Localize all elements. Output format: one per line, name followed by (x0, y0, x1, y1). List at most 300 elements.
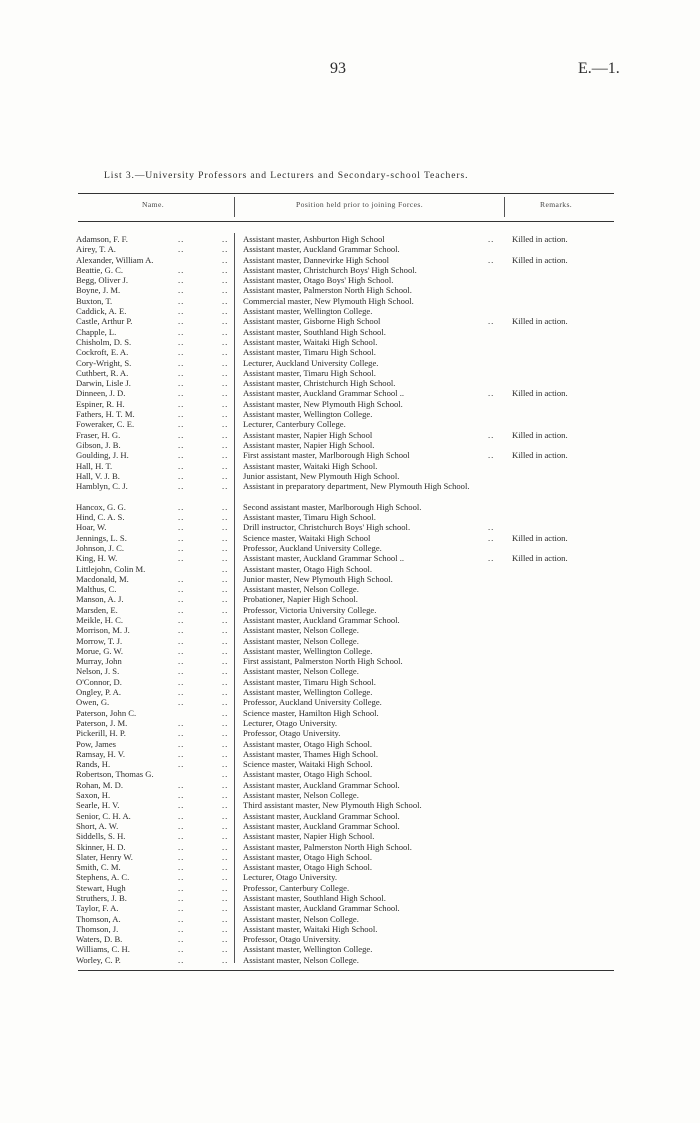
leader-dots: .. (178, 316, 185, 327)
table-row (0, 358, 700, 368)
leader-dots: .. (222, 676, 229, 687)
prior-position: Assistant master, Otago High School. (243, 563, 373, 574)
person-name: Airey, T. A. (76, 244, 116, 255)
prior-position: Assistant master, Timaru High School. (243, 676, 376, 687)
leader-dots: .. (222, 398, 229, 409)
leader-dots: .. (178, 666, 185, 677)
table-row (0, 399, 700, 409)
person-name: O'Connor, D. (76, 676, 122, 687)
leader-dots: .. (222, 656, 229, 667)
leader-dots: .. (222, 254, 229, 265)
table-row (0, 677, 700, 687)
table-row (0, 625, 700, 635)
table-row (0, 605, 700, 615)
person-name: Robertson, Thomas G. (76, 769, 154, 780)
leader-dots: .. (178, 841, 185, 852)
prior-position: Assistant master, Otago High School. (243, 851, 373, 862)
prior-position: Assistant master, Ashburton High School (243, 234, 385, 244)
prior-position: Assistant master, Nelson College. (243, 954, 359, 965)
table-row (0, 800, 700, 810)
leader-dots: .. (222, 717, 229, 728)
person-name: Johnson, J. C. (76, 542, 124, 553)
person-name: Skinner, H. D. (76, 841, 126, 852)
leader-dots: .. (222, 429, 229, 440)
leader-dots: .. (222, 923, 229, 934)
person-name: Senior, C. H. A. (76, 810, 131, 821)
leader-dots: .. (178, 697, 185, 708)
leader-dots: .. (488, 388, 495, 399)
person-name: Morrison, M. J. (76, 625, 130, 636)
person-name: Ramsay, H. V. (76, 748, 126, 759)
table-row (0, 430, 700, 440)
prior-position: Third assistant master, New Plymouth High School. (243, 800, 422, 811)
table-row (0, 265, 700, 275)
prior-position: Assistant master, Timaru High School. (243, 347, 376, 358)
prior-position: Assistant master, Palmerston North High School. (243, 841, 412, 852)
leader-dots: .. (178, 831, 185, 842)
leader-dots: .. (222, 378, 229, 389)
remark: Killed in action. (512, 234, 568, 244)
person-name: Nelson, J. S. (76, 666, 120, 677)
leader-dots: .. (222, 903, 229, 914)
leader-dots: .. (488, 429, 495, 440)
table-row (0, 852, 700, 862)
leader-dots: .. (178, 542, 185, 553)
leader-dots: .. (178, 501, 185, 512)
table-row (0, 594, 700, 604)
leader-dots: .. (222, 831, 229, 842)
person-name: Cuthbert, R. A. (76, 367, 129, 378)
person-name: Cockroft, E. A. (76, 347, 129, 358)
table-row (0, 842, 700, 852)
leader-dots: .. (178, 347, 185, 358)
leader-dots: .. (222, 934, 229, 945)
prior-position: Assistant master, Otago High School. (243, 738, 373, 749)
leader-dots: .. (222, 357, 229, 368)
person-name: Dinneen, J. D. (76, 388, 126, 399)
leader-dots: .. (222, 542, 229, 553)
person-name: Pow, James (76, 738, 117, 749)
person-name: Rohan, M. D. (76, 779, 124, 790)
person-name: Williams, C. H. (76, 944, 130, 955)
person-name: Siddells, S. H. (76, 831, 126, 842)
table-row (0, 883, 700, 893)
prior-position: Lecturer, Canterbury College. (243, 419, 346, 430)
leader-dots: .. (222, 738, 229, 749)
table-row (0, 275, 700, 285)
person-name: Boyne, J. M. (76, 285, 121, 296)
header-divider-1 (234, 197, 235, 217)
prior-position: Assistant master, Timaru High School. (243, 512, 376, 523)
leader-dots: .. (488, 234, 495, 244)
table-row (0, 687, 700, 697)
table-row (0, 790, 700, 800)
leader-dots: .. (178, 882, 185, 893)
prior-position: Junior assistant, New Plymouth High School. (243, 470, 400, 481)
table-row (0, 636, 700, 646)
prior-position: Professor, Otago University. (243, 934, 341, 945)
leader-dots: .. (222, 234, 229, 244)
leader-dots: .. (222, 882, 229, 893)
person-name: Chisholm, D. S. (76, 336, 132, 347)
leader-dots: .. (222, 841, 229, 852)
person-name: Worley, C. P. (76, 954, 121, 965)
leader-dots: .. (178, 481, 185, 492)
leader-dots: .. (178, 862, 185, 873)
header-divider-2 (504, 197, 505, 217)
table-row (0, 440, 700, 450)
person-name: Murray, John (76, 656, 122, 667)
prior-position: Assistant master, Napier High School. (243, 439, 375, 450)
table-row (0, 461, 700, 471)
prior-position: Assistant master, Christchurch High School. (243, 378, 396, 389)
leader-dots: .. (222, 862, 229, 873)
person-name: Jennings, L. S. (76, 532, 127, 543)
person-name: Littlejohn, Colin M. (76, 563, 146, 574)
leader-dots: .. (222, 594, 229, 605)
person-name: Hind, C. A. S. (76, 512, 125, 523)
remark: Killed in action. (512, 553, 568, 564)
table-row (0, 522, 700, 532)
person-name: Struthers, J. B. (76, 893, 127, 903)
prior-position: Assistant master, Dannevirke High School (243, 254, 389, 265)
leader-dots: .. (222, 264, 229, 275)
person-name: Hall, H. T. (76, 460, 113, 471)
leader-dots: .. (178, 522, 185, 533)
person-name: Malthus, C. (76, 584, 117, 595)
person-name: Beattie, G. C. (76, 264, 124, 275)
table-row (0, 543, 700, 553)
prior-position: Assistant master, Auckland Grammar School. (243, 820, 400, 831)
prior-position: Assistant master, Wellington College. (243, 306, 373, 317)
leader-dots: .. (178, 872, 185, 883)
leader-dots: .. (178, 820, 185, 831)
leader-dots: .. (488, 553, 495, 564)
leader-dots: .. (178, 800, 185, 811)
prior-position: First assistant master, Marlborough High School (243, 450, 410, 461)
leader-dots: .. (178, 398, 185, 409)
table-row (0, 914, 700, 924)
table-row (0, 574, 700, 584)
table-row (0, 872, 700, 882)
leader-dots: .. (222, 460, 229, 471)
table-row (0, 759, 700, 769)
leader-dots: .. (222, 573, 229, 584)
table-row (0, 347, 700, 357)
leader-dots: .. (178, 748, 185, 759)
prior-position: Assistant master, Waitaki High School. (243, 460, 378, 471)
remark: Killed in action. (512, 316, 568, 327)
leader-dots: .. (178, 419, 185, 430)
table-row (0, 481, 700, 502)
leader-dots: .. (178, 532, 185, 543)
person-name: Owen, G. (76, 697, 110, 708)
leader-dots: .. (222, 481, 229, 492)
leader-dots: .. (222, 625, 229, 636)
leader-dots: .. (488, 532, 495, 543)
leader-dots: .. (222, 913, 229, 924)
table-row (0, 811, 700, 821)
remark: Killed in action. (512, 450, 568, 461)
prior-position: Junior master, New Plymouth High School. (243, 573, 393, 584)
prior-position: Assistant master, Auckland Grammar School. (243, 903, 400, 914)
leader-dots: .. (178, 285, 185, 296)
leader-dots: .. (222, 501, 229, 512)
prior-position: Lecturer, Otago University. (243, 717, 338, 728)
prior-position: Drill instructor, Christchurch Boys' High school. (243, 522, 411, 533)
leader-dots: .. (222, 244, 229, 255)
table-row (0, 388, 700, 398)
remark: Killed in action. (512, 532, 568, 543)
leader-dots: .. (178, 625, 185, 636)
table-row (0, 368, 700, 378)
prior-position: Professor, Canterbury College. (243, 882, 350, 893)
person-name: Hancox, G. G. (76, 501, 126, 512)
leader-dots: .. (178, 594, 185, 605)
prior-position: Assistant master, Auckland Grammar School. (243, 810, 400, 821)
table-row (0, 955, 700, 965)
leader-dots: .. (222, 604, 229, 615)
table-row (0, 666, 700, 676)
table-row (0, 821, 700, 831)
person-name: Stewart, Hugh (76, 882, 126, 893)
person-name: Thomson, A. (76, 913, 121, 924)
prior-position: Assistant master, Gisborne High School (243, 316, 381, 327)
leader-dots: .. (178, 645, 185, 656)
leader-dots: .. (222, 728, 229, 739)
person-name: Searle, H. V. (76, 800, 120, 811)
prior-position: First assistant, Palmerston North High School. (243, 656, 403, 667)
leader-dots: .. (222, 295, 229, 306)
person-name: Gibson, J. B. (76, 439, 121, 450)
leader-dots: .. (222, 666, 229, 677)
leader-dots: .. (222, 645, 229, 656)
prior-position: Science master, Waitaki High School. (243, 759, 373, 770)
person-name: Rands, H. (76, 759, 111, 770)
person-name: Marsden, E. (76, 604, 118, 615)
leader-dots: .. (222, 584, 229, 595)
table-row (0, 718, 700, 728)
leader-dots: .. (222, 409, 229, 420)
leader-dots: .. (488, 522, 495, 533)
leader-dots: .. (178, 954, 185, 965)
prior-position: Assistant master, Waitaki High School. (243, 923, 378, 934)
leader-dots: .. (222, 522, 229, 533)
leader-dots: .. (222, 306, 229, 317)
prior-position: Assistant master, Palmerston North High School. (243, 285, 412, 296)
prior-position: Assistant master, Otago High School. (243, 769, 373, 780)
person-name: Darwin, Lisle J. (76, 378, 131, 389)
prior-position: Assistant master, Nelson College. (243, 913, 359, 924)
prior-position: Assistant master, Auckland Grammar School. (243, 779, 400, 790)
prior-position: Assistant master, Nelson College. (243, 635, 359, 646)
leader-dots: .. (222, 687, 229, 698)
table-row (0, 471, 700, 481)
prior-position: Assistant master, Christchurch Boys' High School. (243, 264, 417, 275)
leader-dots: .. (178, 604, 185, 615)
person-name: Fraser, H. G. (76, 429, 121, 440)
leader-dots: .. (178, 275, 185, 286)
leader-dots: .. (178, 409, 185, 420)
leader-dots: .. (178, 717, 185, 728)
leader-dots: .. (222, 275, 229, 286)
table-row (0, 564, 700, 574)
person-name: Pickerill, H. P. (76, 728, 126, 739)
table-row (0, 512, 700, 522)
table-row (0, 944, 700, 954)
leader-dots: .. (222, 954, 229, 965)
leader-dots: .. (178, 326, 185, 337)
person-name: Taylor, F. A. (76, 903, 119, 914)
person-name: Fathers, H. T. M. (76, 409, 135, 420)
table-bottom-rule (78, 970, 614, 971)
prior-position: Commercial master, New Plymouth High School. (243, 295, 414, 306)
leader-dots: .. (222, 614, 229, 625)
person-name: Smith, C. M. (76, 862, 121, 873)
leader-dots: .. (222, 316, 229, 327)
leader-dots: .. (222, 748, 229, 759)
table-row (0, 934, 700, 944)
column-header-position: Position held prior to joining Forces. (296, 200, 423, 209)
column-header-name: Name. (142, 200, 165, 209)
table-row (0, 337, 700, 347)
remark: Killed in action. (512, 388, 568, 399)
person-name: Meikle, H. C. (76, 614, 124, 625)
leader-dots: .. (178, 357, 185, 368)
prior-position: Assistant in preparatory department, New Plymouth High School. (243, 481, 470, 492)
leader-dots: .. (222, 532, 229, 543)
person-name: Buxton, T. (76, 295, 113, 306)
prior-position: Assistant master, Southland High School. (243, 326, 386, 337)
prior-position: Assistant master, Wellington College. (243, 687, 373, 698)
leader-dots: .. (222, 388, 229, 399)
column-header-remarks: Remarks. (540, 200, 573, 209)
leader-dots: .. (178, 470, 185, 481)
person-name: Stephens, A. C. (76, 872, 130, 883)
person-name: Thomson, J. (76, 923, 119, 934)
table-body (0, 234, 700, 965)
prior-position: Professor, Otago University. (243, 728, 341, 739)
leader-dots: .. (222, 419, 229, 430)
leader-dots: .. (222, 944, 229, 955)
table-row (0, 409, 700, 419)
table-row (0, 831, 700, 841)
prior-position: Assistant master, Waitaki High School. (243, 336, 378, 347)
leader-dots: .. (222, 470, 229, 481)
table-row (0, 728, 700, 738)
table-row (0, 234, 700, 244)
leader-dots: .. (178, 851, 185, 862)
leader-dots: .. (178, 460, 185, 471)
person-name: Castle, Arthur P. (76, 316, 133, 327)
prior-position: Assistant master, Napier High School. (243, 831, 375, 842)
prior-position: Second assistant master, Marlborough High School. (243, 501, 422, 512)
person-name: Paterson, John C. (76, 707, 137, 718)
prior-position: Assistant master, Nelson College. (243, 625, 359, 636)
table-row (0, 903, 700, 913)
prior-position: Assistant master, Otago Boys' High School. (243, 275, 394, 286)
table-row (0, 739, 700, 749)
person-name: Manson, A. J. (76, 594, 124, 605)
table-row (0, 769, 700, 779)
table-row (0, 697, 700, 707)
leader-dots: .. (488, 316, 495, 327)
prior-position: Assistant master, Wellington College. (243, 409, 373, 420)
person-name: Short, A. W. (76, 820, 119, 831)
leader-dots: .. (178, 728, 185, 739)
table-row (0, 296, 700, 306)
page-number: 93 (330, 60, 346, 77)
person-name: Saxon, H. (76, 790, 111, 801)
leader-dots: .. (222, 326, 229, 337)
prior-position: Probationer, Napier High School. (243, 594, 358, 605)
prior-position: Professor, Victoria University College. (243, 604, 377, 615)
remark: Killed in action. (512, 429, 568, 440)
person-name: Waters, D. B. (76, 934, 123, 945)
leader-dots: .. (178, 944, 185, 955)
leader-dots: .. (222, 553, 229, 564)
prior-position: Lecturer, Otago University. (243, 872, 338, 883)
leader-dots: .. (222, 810, 229, 821)
leader-dots: .. (222, 872, 229, 883)
leader-dots: .. (222, 851, 229, 862)
person-name: Hoar, W. (76, 522, 107, 533)
person-name: Morrow, T. J. (76, 635, 123, 646)
leader-dots: .. (178, 903, 185, 914)
prior-position: Assistant master, Nelson College. (243, 584, 359, 595)
leader-dots: .. (222, 635, 229, 646)
leader-dots: .. (178, 367, 185, 378)
table-row (0, 708, 700, 718)
person-name: Chapple, L. (76, 326, 117, 337)
leader-dots: .. (222, 893, 229, 903)
table-top-rule (78, 193, 614, 194)
leader-dots: .. (178, 923, 185, 934)
prior-position: Assistant master, Auckland Grammar School. (243, 614, 400, 625)
leader-dots: .. (222, 347, 229, 358)
table-row (0, 255, 700, 265)
prior-position: Assistant master, Timaru High School. (243, 367, 376, 378)
table-row (0, 378, 700, 388)
table-row (0, 285, 700, 295)
leader-dots: .. (178, 676, 185, 687)
leader-dots: .. (222, 336, 229, 347)
table-row (0, 327, 700, 337)
prior-position: Professor, Auckland University College. (243, 542, 382, 553)
prior-position: Assistant master, Otago High School. (243, 862, 373, 873)
leader-dots: .. (178, 336, 185, 347)
leader-dots: .. (178, 295, 185, 306)
table-row (0, 419, 700, 429)
prior-position: Lecturer, Auckland University College. (243, 357, 379, 368)
person-name: Ongley, P. A. (76, 687, 122, 698)
leader-dots: .. (178, 450, 185, 461)
leader-dots: .. (178, 913, 185, 924)
person-name: Caddick, A. E. (76, 306, 127, 317)
table-row (0, 316, 700, 326)
leader-dots: .. (178, 429, 185, 440)
leader-dots: .. (222, 707, 229, 718)
table-row (0, 450, 700, 460)
prior-position: Assistant master, Thames High School. (243, 748, 379, 759)
prior-position: Assistant master, Wellington College. (243, 645, 373, 656)
person-name: King, H. W. (76, 553, 118, 564)
leader-dots: .. (178, 656, 185, 667)
prior-position: Science master, Hamilton High School. (243, 707, 379, 718)
leader-dots: .. (222, 790, 229, 801)
leader-dots: .. (222, 779, 229, 790)
leader-dots: .. (488, 450, 495, 461)
